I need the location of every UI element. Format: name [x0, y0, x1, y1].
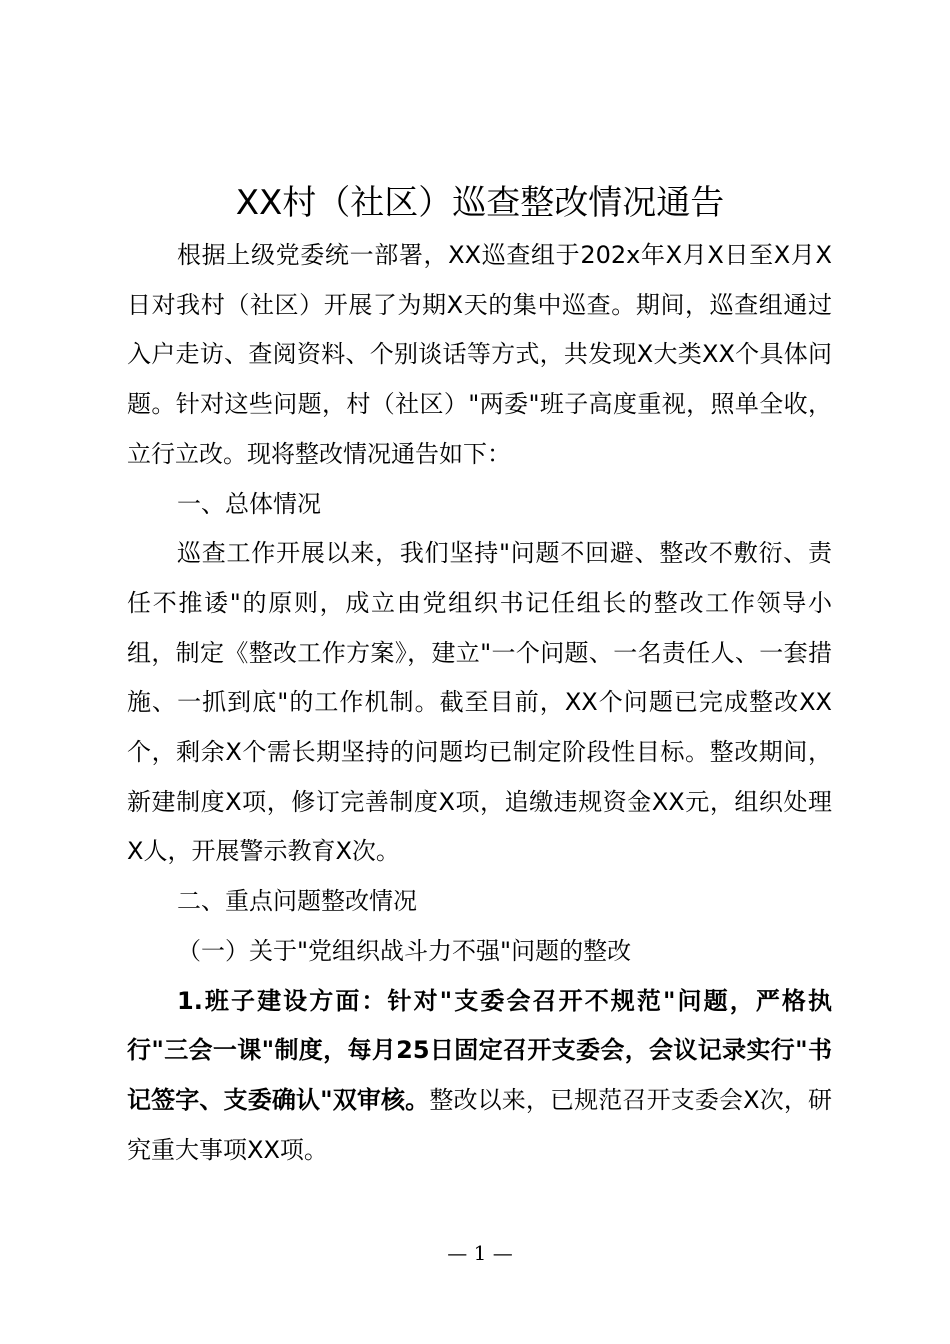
team-building-result: 整改以来，已规范召开支委会X次，研究重大事项XX项。 [127, 1085, 832, 1164]
intro-paragraph: 根据上级党委统一部署，XX巡查组于202x年X月X日至X月X日对我村（社区）开展了为期X天的集中巡查。期间，巡查组通过入户走访、查阅资料、个别谈话等方式，共发现X大类XX个具体问题。针对这些问题，村（社区）"两委"班子高度重视，照单全收，立行立改。现将整改情况通告如下： [127, 241, 832, 468]
team-building-paragraph [127, 977, 832, 1176]
document-title: XX村（社区）巡查整改情况通告 [235, 183, 725, 223]
section-heading-key-issues: 二、重点问题整改情况 [177, 887, 417, 916]
subsection-heading-party-org: （一）关于"党组织战斗力不强"问题的整改 [177, 936, 632, 965]
overall-paragraph: 巡查工作开展以来，我们坚持"问题不回避、整改不敷衍、责任不推诿"的原则，成立由党组织书记任组长的整改工作领导小组，制定《整改工作方案》，建立"一个问题、一名责任人、一套措施、一抓到底"的工作机制。截至目前，XX个问题已完成整改XX个，剩余X个需长期坚持的问题均已制定阶段性目标。整改期间，新建制度X项，修订完善制度X项，追缴违规资金XX元，组织处理X人，开展警示教育X次。 [127, 539, 832, 866]
team-building-lead: 1.班子建设方面：针对"支委会召开不规范"问题，严格执行"三会一课"制度，每月25日固定召开支委会，会议记录实行"书记签字、支委确认"双审核。 [127, 986, 832, 1114]
document-body [127, 231, 832, 1175]
page-number: — 1 — [447, 1241, 513, 1265]
section-heading-overall: 一、总体情况 [177, 489, 321, 518]
